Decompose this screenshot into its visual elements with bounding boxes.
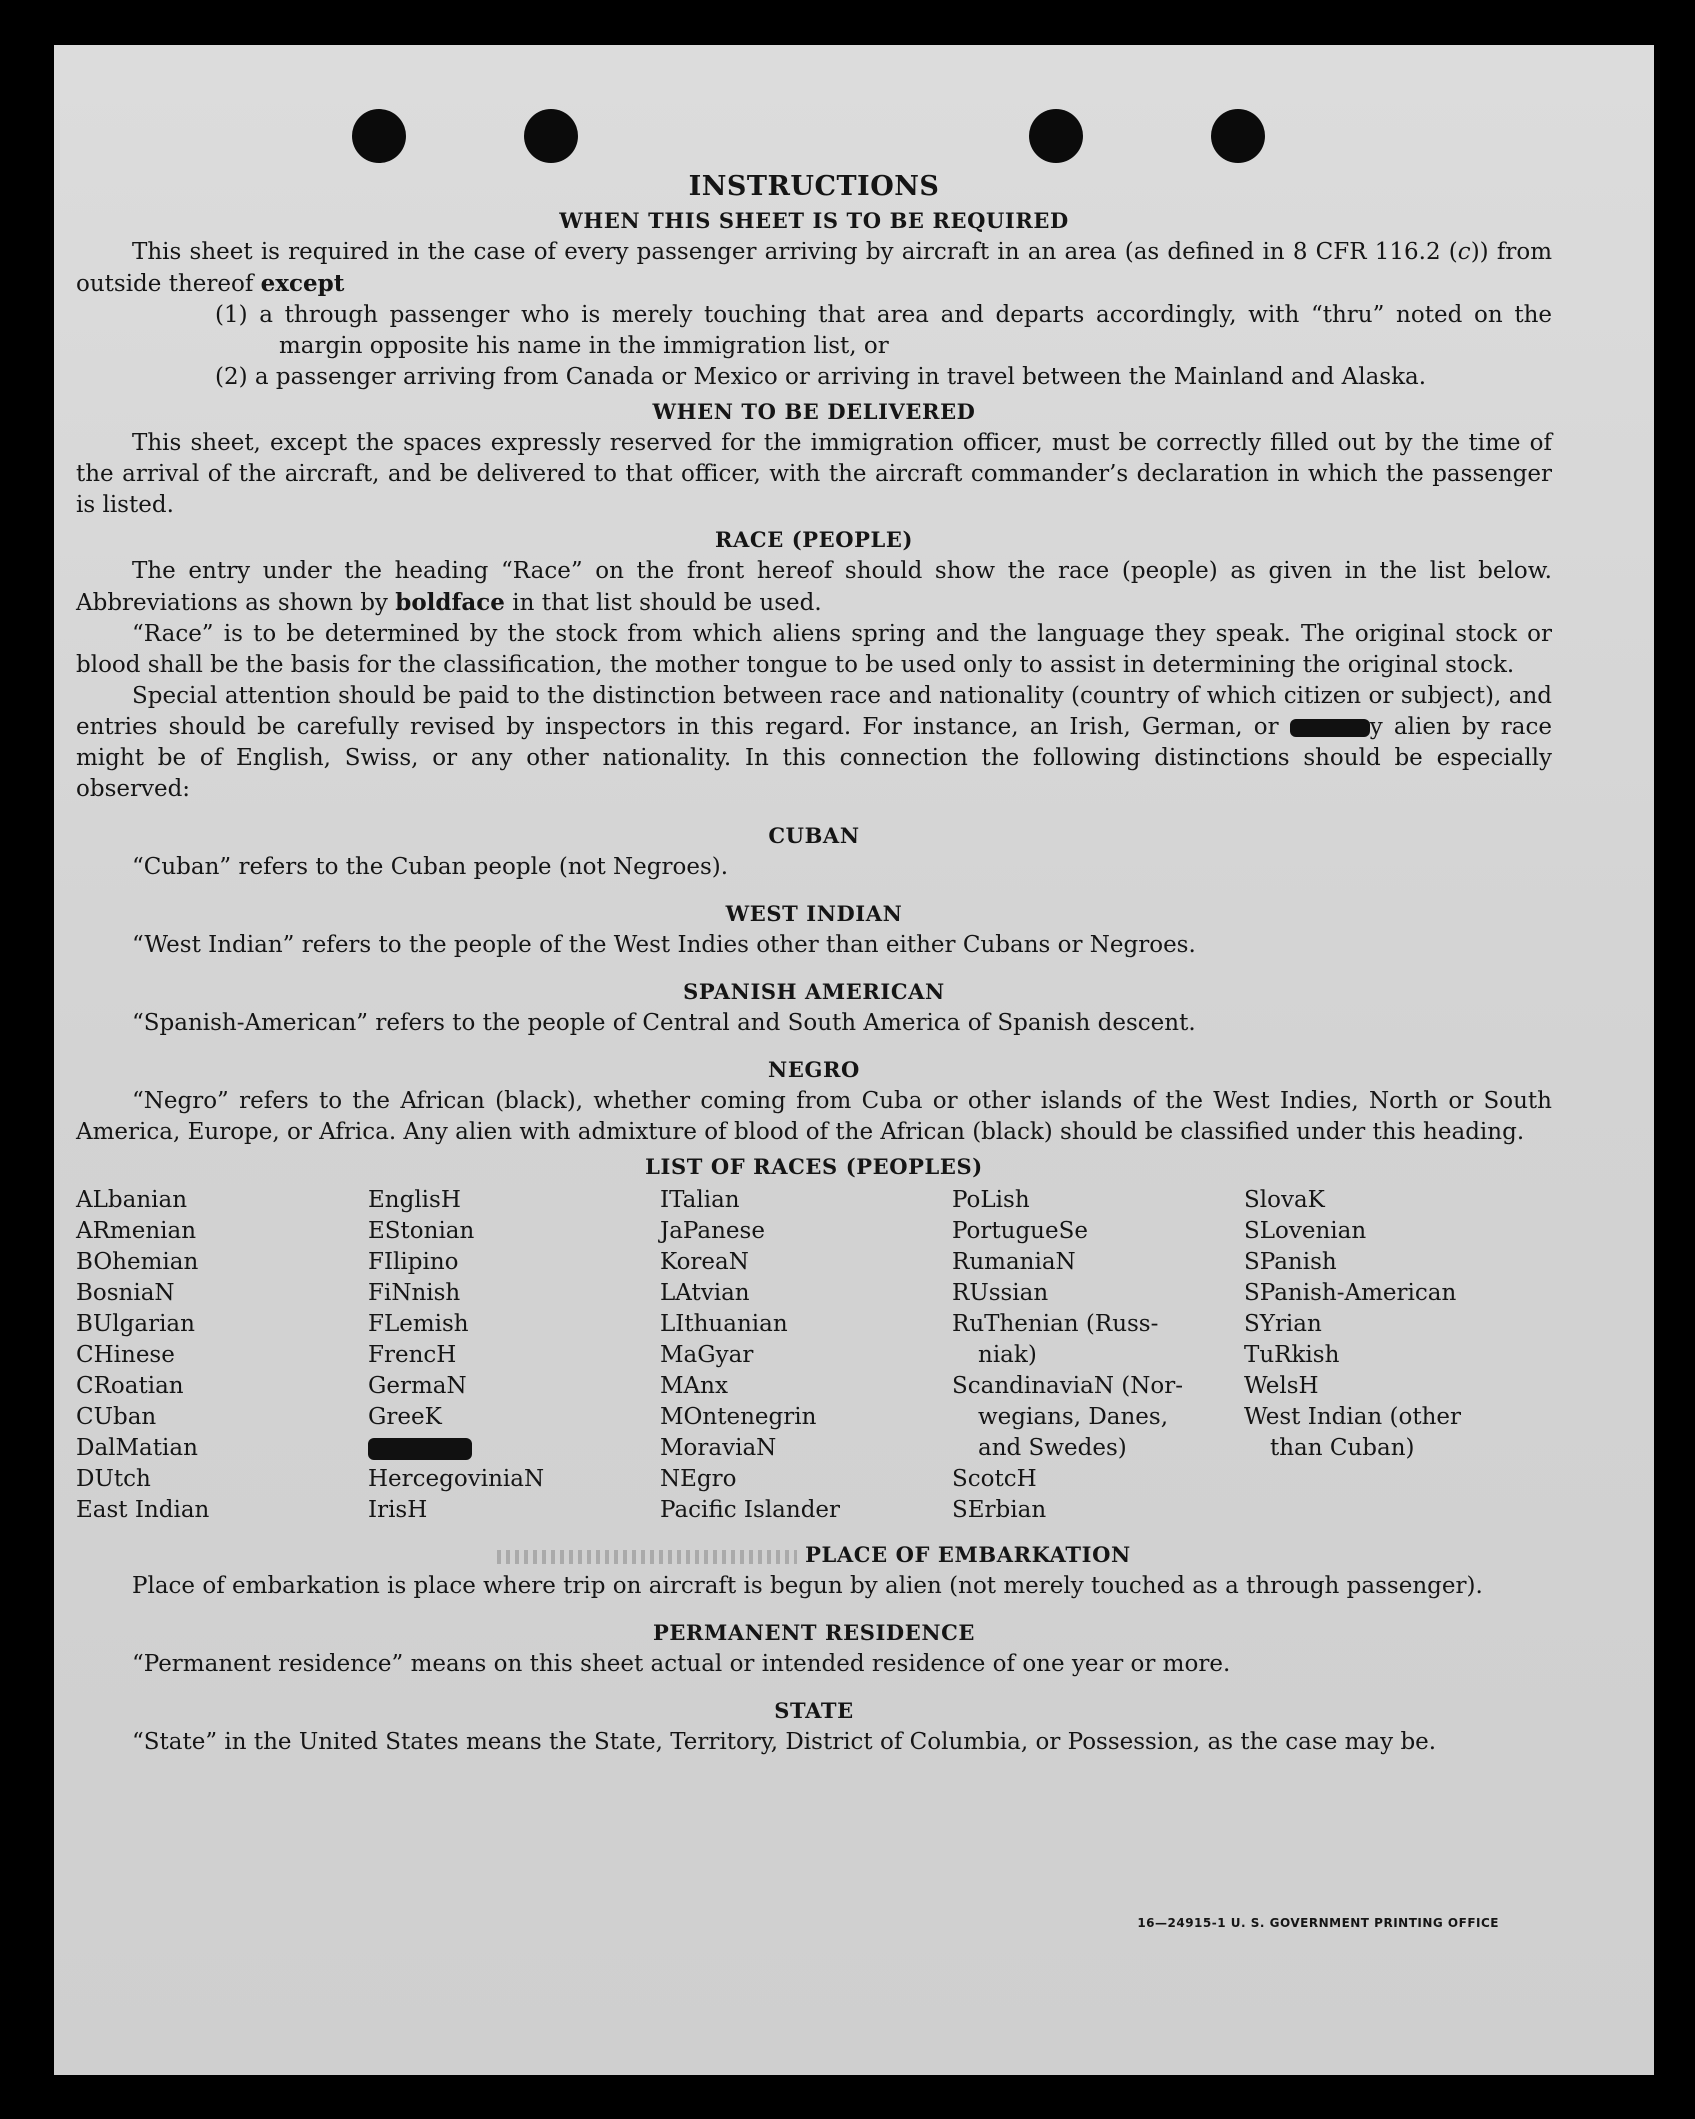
- delivered-text: This sheet, except the spaces expressly reserved for the immigration officer, must be correctly filled out by the time of the arrival of the aircraft, and be delivered to that officer, with the aircraft commander’s declaration in which the passenger is listed.: [76, 430, 1552, 518]
- race-entry: SYrian: [1244, 1311, 1322, 1337]
- race-entry: ARmenian: [76, 1218, 197, 1244]
- exception-item-1: (1) a through passenger who is merely touching that area and departs accordingly, with “thru” noted on the margin opposite his name in the immigration list, or: [215, 302, 1552, 359]
- required-intro: [76, 237, 1552, 300]
- race-entry-continuation: and Swedes): [978, 1435, 1127, 1461]
- race-entry: Pacific Islander: [660, 1497, 841, 1523]
- race-entry: West Indian (other: [1244, 1404, 1462, 1430]
- race-entry-redacted: [368, 1433, 660, 1464]
- race-column-2: [368, 1185, 660, 1526]
- race-entry: LAtvian: [660, 1280, 750, 1306]
- section-heading-negro: NEGRO: [768, 1057, 860, 1082]
- cuban-text: “Cuban” refers to the Cuban people (not Negroes).: [132, 854, 729, 880]
- race-entry: ScotcH: [952, 1466, 1037, 1492]
- race-entry: ALbanian: [76, 1187, 188, 1213]
- required-intro-text: This sheet is required in the case of every passenger arriving by aircraft in an area (as defined in 8 CFR 116.2 (: [132, 239, 1458, 265]
- punch-hole: [352, 109, 406, 163]
- race-entry: NEgro: [660, 1466, 737, 1492]
- smudge-mark: [497, 1550, 797, 1564]
- race-entry: MaGyar: [660, 1342, 754, 1368]
- race-entry: RuThenian (Russ-: [952, 1311, 1159, 1337]
- race-entry: DUtch: [76, 1466, 151, 1492]
- punch-hole: [524, 109, 578, 163]
- race-entry: GermaN: [368, 1373, 467, 1399]
- redaction-mark: [1290, 719, 1370, 737]
- race-entry: SErbian: [952, 1497, 1047, 1523]
- race-paragraph-1: [76, 556, 1552, 619]
- race-entry: CRoatian: [76, 1373, 184, 1399]
- instructions-body: [76, 171, 1552, 1758]
- race-column-1: [76, 1185, 368, 1526]
- race-entry: FiNnish: [368, 1280, 461, 1306]
- race-entry: FrencH: [368, 1342, 457, 1368]
- required-intro-text-2: )) from outside thereof: [76, 239, 1553, 297]
- exception-item-2: (2) a passenger arriving from Canada or Mexico or arriving in travel between the Mainland and Alaska.: [215, 364, 1427, 390]
- punch-hole: [1211, 109, 1265, 163]
- race-entry: CUban: [76, 1404, 157, 1430]
- boldface-word: boldface: [395, 589, 505, 616]
- race-entry: HercegoviniaN: [368, 1466, 545, 1492]
- race-column-3: [660, 1185, 952, 1526]
- race-entry: PoLish: [952, 1187, 1030, 1213]
- west-indian-text: “West Indian” refers to the people of the West Indies other than either Cubans or Negroes.: [132, 932, 1196, 958]
- residence-text: “Permanent residence” means on this sheet actual or intended residence of one year or more.: [132, 1651, 1231, 1677]
- section-heading-residence: PERMANENT RESIDENCE: [652, 1620, 976, 1645]
- section-heading-race: RACE (PEOPLE): [714, 527, 914, 552]
- race-entry: ScandinaviaN (Nor-: [952, 1373, 1183, 1399]
- race-entry: EStonian: [368, 1218, 475, 1244]
- race-entry: SlovaK: [1244, 1187, 1325, 1213]
- race-entry: FIlipino: [368, 1249, 459, 1275]
- race-p1-text-2: in that list should be used.: [504, 590, 822, 616]
- race-entry: DalMatian: [76, 1435, 198, 1461]
- race-entry: BUlgarian: [76, 1311, 195, 1337]
- race-entry: SLovenian: [1244, 1218, 1367, 1244]
- embarkation-heading-text: PLACE OF EMBARKATION: [805, 1542, 1131, 1567]
- race-entry: BOhemian: [76, 1249, 199, 1275]
- race-entry: LIthuanian: [660, 1311, 788, 1337]
- race-entry: FLemish: [368, 1311, 469, 1337]
- required-intro-ref: c: [1457, 239, 1471, 265]
- printer-imprint: 16—24915-1 U. S. GOVERNMENT PRINTING OFFICE: [1137, 1916, 1499, 1930]
- race-column-5: [1244, 1185, 1544, 1526]
- page-title: INSTRUCTIONS: [688, 171, 940, 202]
- race-entry: SPanish: [1244, 1249, 1337, 1275]
- race-p3-text: Special attention should be paid to the distinction between race and nationality (country of which citizen or subject), and entries should be carefully revised by inspectors in this regard. For instance, an Irish, German, or: [76, 683, 1552, 740]
- section-heading-west-indian: WEST INDIAN: [725, 901, 903, 926]
- race-p3-text-2: y alien by race might be of English, Swiss, or any other nationality. In this connection the following distinctions should be especially observed:: [76, 714, 1552, 802]
- race-list: [76, 1185, 1552, 1526]
- race-entry: WelsH: [1244, 1373, 1319, 1399]
- race-entry: SPanish-American: [1244, 1280, 1457, 1306]
- race-entry: KoreaN: [660, 1249, 749, 1275]
- race-entry-continuation: than Cuban): [1270, 1435, 1415, 1461]
- race-entry: PortugueSe: [952, 1218, 1088, 1244]
- redaction-mark: [368, 1438, 472, 1460]
- race-p1-text: The entry under the heading “Race” on the front hereof should show the race (people) as given in the list below. Abbreviations as shown by: [76, 558, 1552, 616]
- race-entry: MOntenegrin: [660, 1404, 817, 1430]
- race-entry: RumaniaN: [952, 1249, 1076, 1275]
- race-paragraph-2: “Race” is to be determined by the stock from which aliens spring and the language they speak. The original stock or blood shall be the basis for the classification, the mother tongue to be used only to assist in determining the original stock.: [76, 621, 1552, 678]
- race-entry: BosniaN: [76, 1280, 175, 1306]
- section-heading-embarkation: [76, 1542, 1552, 1567]
- section-heading-list-of-races: LIST OF RACES (PEOPLES): [645, 1154, 983, 1179]
- section-heading-delivered: WHEN TO BE DELIVERED: [652, 399, 976, 424]
- race-entry: TuRkish: [1244, 1342, 1340, 1368]
- race-entry: GreeK: [368, 1404, 442, 1430]
- punch-hole: [1029, 109, 1083, 163]
- section-heading-cuban: CUBAN: [768, 823, 860, 848]
- race-entry: RUssian: [952, 1280, 1049, 1306]
- embarkation-text: Place of embarkation is place where trip on aircraft is begun by alien (not merely touched as a through passenger).: [132, 1573, 1483, 1599]
- race-entry: MAnx: [660, 1373, 728, 1399]
- race-entry-continuation: niak): [978, 1342, 1037, 1368]
- race-column-4: [952, 1185, 1244, 1526]
- except-keyword: except: [260, 270, 345, 297]
- spanish-american-text: “Spanish-American” refers to the people of Central and South America of Spanish descent.: [132, 1010, 1196, 1036]
- section-heading-spanish-american: SPANISH AMERICAN: [683, 979, 945, 1004]
- race-entry: East Indian: [76, 1497, 210, 1523]
- race-paragraph-3: [76, 681, 1552, 805]
- negro-text: “Negro” refers to the African (black), whether coming from Cuba or other islands of the West Indies, North or South America, Europe, or Africa. Any alien with admixture of blood of the African (black) should be classified under this heading.: [76, 1088, 1552, 1145]
- race-entry: JaPanese: [660, 1218, 765, 1244]
- document-sheet: [54, 45, 1654, 2075]
- race-entry: MoraviaN: [660, 1435, 777, 1461]
- race-entry: EnglisH: [368, 1187, 461, 1213]
- race-entry: CHinese: [76, 1342, 175, 1368]
- race-entry: ITalian: [660, 1187, 740, 1213]
- race-entry-continuation: wegians, Danes,: [978, 1404, 1169, 1430]
- race-entry: IrisH: [368, 1497, 428, 1523]
- state-text: “State” in the United States means the State, Territory, District of Columbia, or Possession, as the case may be.: [132, 1729, 1437, 1755]
- section-heading-required: WHEN THIS SHEET IS TO BE REQUIRED: [559, 208, 1069, 233]
- section-heading-state: STATE: [774, 1698, 854, 1723]
